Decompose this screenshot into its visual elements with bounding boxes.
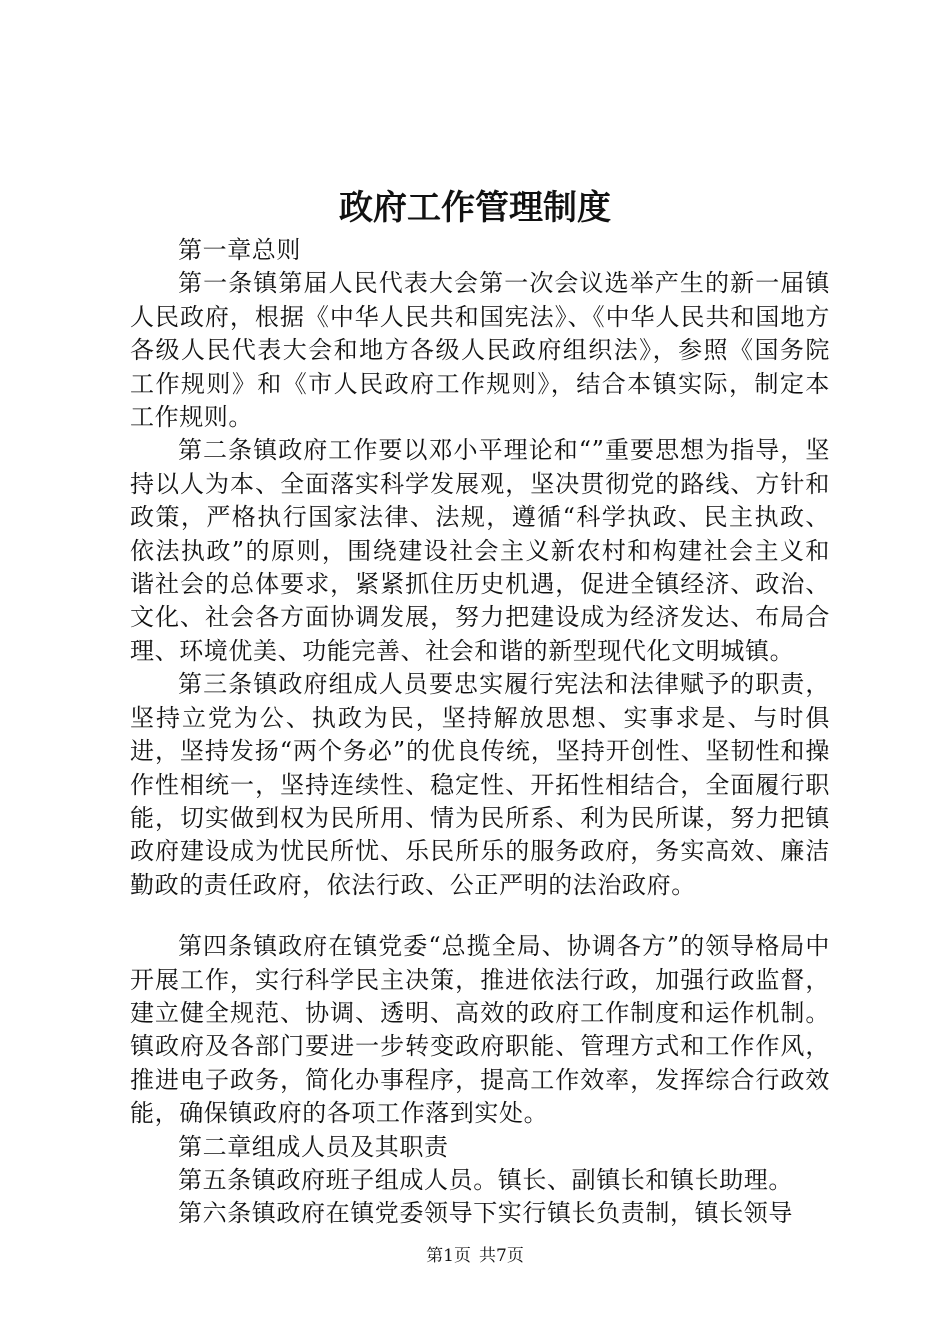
- article-paragraph: 第一条镇第届人民代表大会第一次会议选举产生的新一届镇人民政府，根据《中华人民共和国宪法》、《中华人民共和国地方各级人民代表大会和地方各级人民政府组织法》，参照《国务院工作规则》和《市人民政府工作规则》，结合本镇实际，制定本工作规则。: [130, 269, 830, 432]
- article-paragraph: 第二条镇政府工作要以邓小平理论和“”重要思想为指导，坚持以人为本、全面落实科学发展观，坚决贯彻党的路线、方针和政策，严格执行国家法律、法规，遵循“科学执政、民主执政、依法执政”的原则，围绕建设社会主义新农村和构建社会主义和谐社会的总体要求，紧紧抓住历史机遇，促进全镇经济、政治、文化、社会各方面协调发展，努力把建设成为经济发达、布局合理、环境优美、功能完善、社会和谐的新型现代化文明城镇。: [130, 436, 830, 665]
- article-paragraph: 第三条镇政府组成人员要忠实履行宪法和法律赋予的职责，坚持立党为公、执政为民，坚持解放思想、实事求是、与时俱进，坚持发扬“两个务必”的优良传统，坚持开创性、坚韧性和操作性相统一，坚持连续性、稳定性、开拓性相结合，全面履行职能，切实做到权为民所用、情为民所系、利为民所谋，努力把镇政府建设成为忧民所忧、乐民所乐的服务政府，务实高效、廉洁勤政的责任政府，依法行政、公正严明的法治政府。: [130, 670, 830, 899]
- page-number: 第1页: [426, 1246, 471, 1266]
- chapter-heading: 第一章总则: [178, 236, 301, 264]
- article-paragraph: 第六条镇政府在镇党委领导下实行镇长负责制，镇长领导: [178, 1199, 793, 1228]
- page-total: 共7页: [479, 1246, 524, 1266]
- chapter-heading: 第二章组成人员及其职责: [178, 1132, 449, 1161]
- document-title: 政府工作管理制度: [339, 188, 611, 228]
- article-paragraph: 第五条镇政府班子组成人员。镇长、副镇长和镇长助理。: [178, 1165, 793, 1194]
- article-paragraph: 第四条镇政府在镇党委“总揽全局、协调各方”的领导格局中开展工作，实行科学民主决策，推进依法行政，加强行政监督，建立健全规范、协调、透明、高效的政府工作制度和运作机制。镇政府及各部门要进一步转变政府职能、管理方式和工作作风，推进电子政务，简化办事程序，提高工作效率，发挥综合行政效能，确保镇政府的各项工作落到实处。: [130, 932, 830, 1128]
- document-body: [130, 234, 830, 1231]
- page-footer: [0, 1244, 950, 1268]
